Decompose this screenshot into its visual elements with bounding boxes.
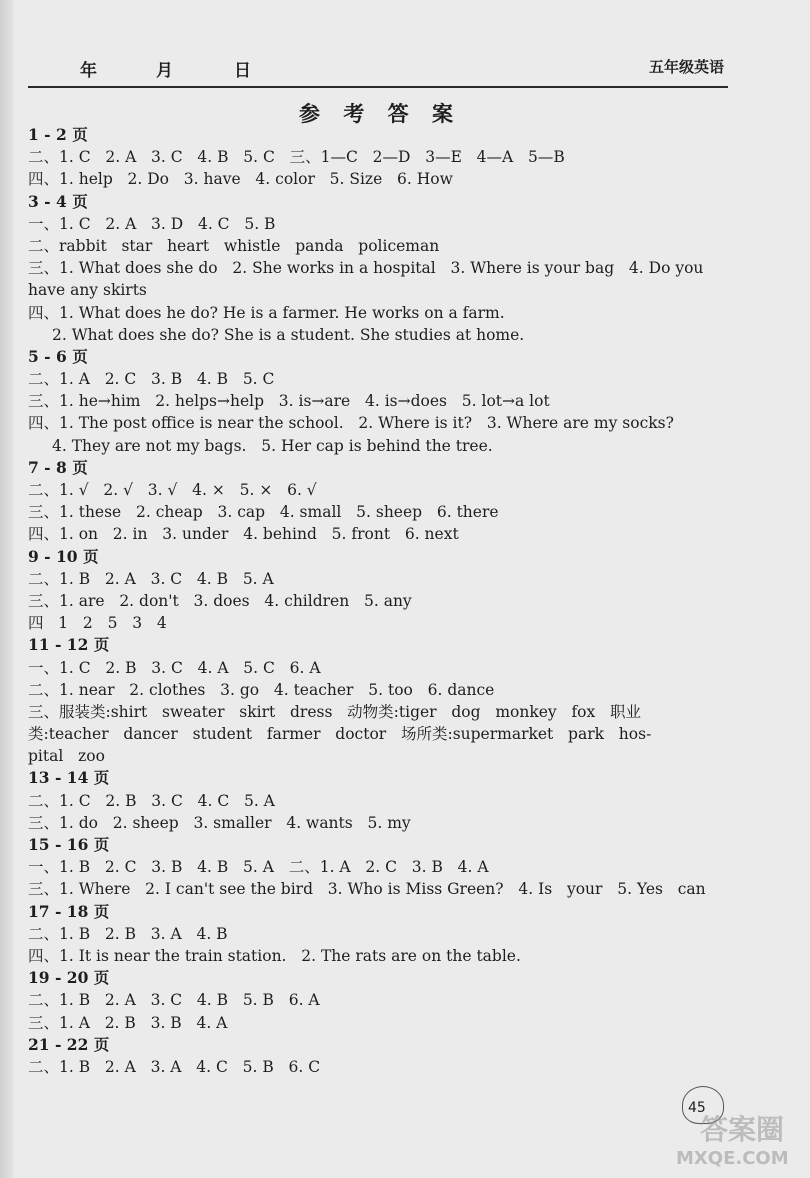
header-year-label: 年 [80,61,97,81]
header-day-label: 日 [234,61,251,81]
answer-line: 二、1. B 2. A 3. C 4. B 5. A [28,569,274,588]
answer-line: 二、1. √ 2. √ 3. √ 4. × 5. × 6. √ [28,481,317,499]
answer-line: 四 1 2 5 3 4 [28,614,167,633]
answer-line: 二、1. near 2. clothes 3. go 4. teacher 5. too 6. dance [28,680,495,699]
section-heading: 13 - 14 页 [28,768,110,788]
answer-line: 二、1. A 2. C 3. B 4. B 5. C [28,370,275,389]
section-heading: 7 - 8 页 [28,457,88,477]
page-header [28,52,728,88]
answer-line: 四、1. help 2. Do 3. have 4. color 5. Size 6. How [28,170,453,189]
answer-line: 四、1. on 2. in 3. under 4. behind 5. front 6. next [28,525,459,544]
section-heading: 11 - 12 页 [28,635,110,655]
answer-line: 三、1. What does she do 2. She works in a hospital 3. Where is your bag 4. Do you [28,259,704,278]
site-watermark [676,1108,806,1174]
answer-line: 一、1. C 2. A 3. D 4. C 5. B [28,214,276,233]
answer-line: 二、1. C 2. A 3. C 4. B 5. C 三、1—C 2—D 3—E 4—A 5—B [28,148,565,167]
section-heading: 21 - 22 页 [28,1034,110,1054]
section-heading: 15 - 16 页 [28,835,110,854]
answer-line: 二、1. B 2. A 3. A 4. C 5. B 6. C [28,1057,321,1076]
answer-line: 三、1. do 2. sheep 3. smaller 4. wants 5. my [28,813,411,832]
page-number: 45 [688,1100,706,1116]
answer-line: 四、1. It is near the train station. 2. The rats are on the table. [28,946,521,965]
answer-line: pital zoo [28,747,105,766]
page-spine-shadow [0,0,14,1178]
answer-line: 二、rabbit star heart whistle panda policeman [28,236,440,255]
section-heading: 19 - 20 页 [28,968,110,988]
answer-line: 二、1. C 2. B 3. C 4. C 5. A [28,791,275,810]
watermark-url: MXQE.COM [676,1148,789,1169]
answer-line: 三、1. Where 2. I can't see the bird 3. Who is Miss Green? 4. Is your 5. Yes can [28,880,706,899]
answer-line: 二、1. B 2. B 3. A 4. B [28,924,228,943]
answer-line: 类:teacher dancer student farmer doctor 场所类:supermarket park hos- [28,725,652,744]
answer-line: 四、1. What does he do? He is a farmer. He works on a farm. [28,303,505,322]
answer-line: 2. What does she do? She is a student. She studies at home. [52,325,525,344]
page-title: 参 考 答 案 [299,102,461,126]
section-heading: 17 - 18 页 [28,901,110,921]
section-heading: 1 - 2 页 [28,125,88,144]
answer-line: 三、1. he→him 2. helps→help 3. is→are 4. is→does 5. lot→a lot [28,392,550,411]
answer-line: 二、1. B 2. A 3. C 4. B 5. B 6. A [28,991,320,1010]
answer-key-body [28,124,728,1078]
answer-line: have any skirts [28,281,147,300]
answer-line: 三、1. are 2. don't 3. does 4. children 5. any [28,591,412,610]
answer-line: 一、1. B 2. C 3. B 4. B 5. A 二、1. A 2. C 3. B 4. A [28,858,489,877]
answer-line: 三、服装类:shirt sweater skirt dress 动物类:tiger dog monkey fox 职业 [28,702,642,721]
answer-line: 一、1. C 2. B 3. C 4. A 5. C 6. A [28,658,321,677]
answer-line: 三、1. A 2. B 3. B 4. A [28,1013,228,1032]
header-subject: 五年级英语 [648,58,724,76]
section-heading: 3 - 4 页 [28,191,88,211]
answer-line: 4. They are not my bags. 5. Her cap is behind the tree. [52,436,493,455]
watermark-logo-text: 答案圈 [700,1113,785,1146]
section-heading: 9 - 10 页 [28,546,99,566]
answer-line: 三、1. these 2. cheap 3. cap 4. small 5. sheep 6. there [28,503,499,522]
section-heading: 5 - 6 页 [28,346,88,366]
answer-line: 四、1. The post office is near the school. 2. Where is it? 3. Where are my socks? [28,414,674,433]
header-month-label: 月 [156,61,173,81]
